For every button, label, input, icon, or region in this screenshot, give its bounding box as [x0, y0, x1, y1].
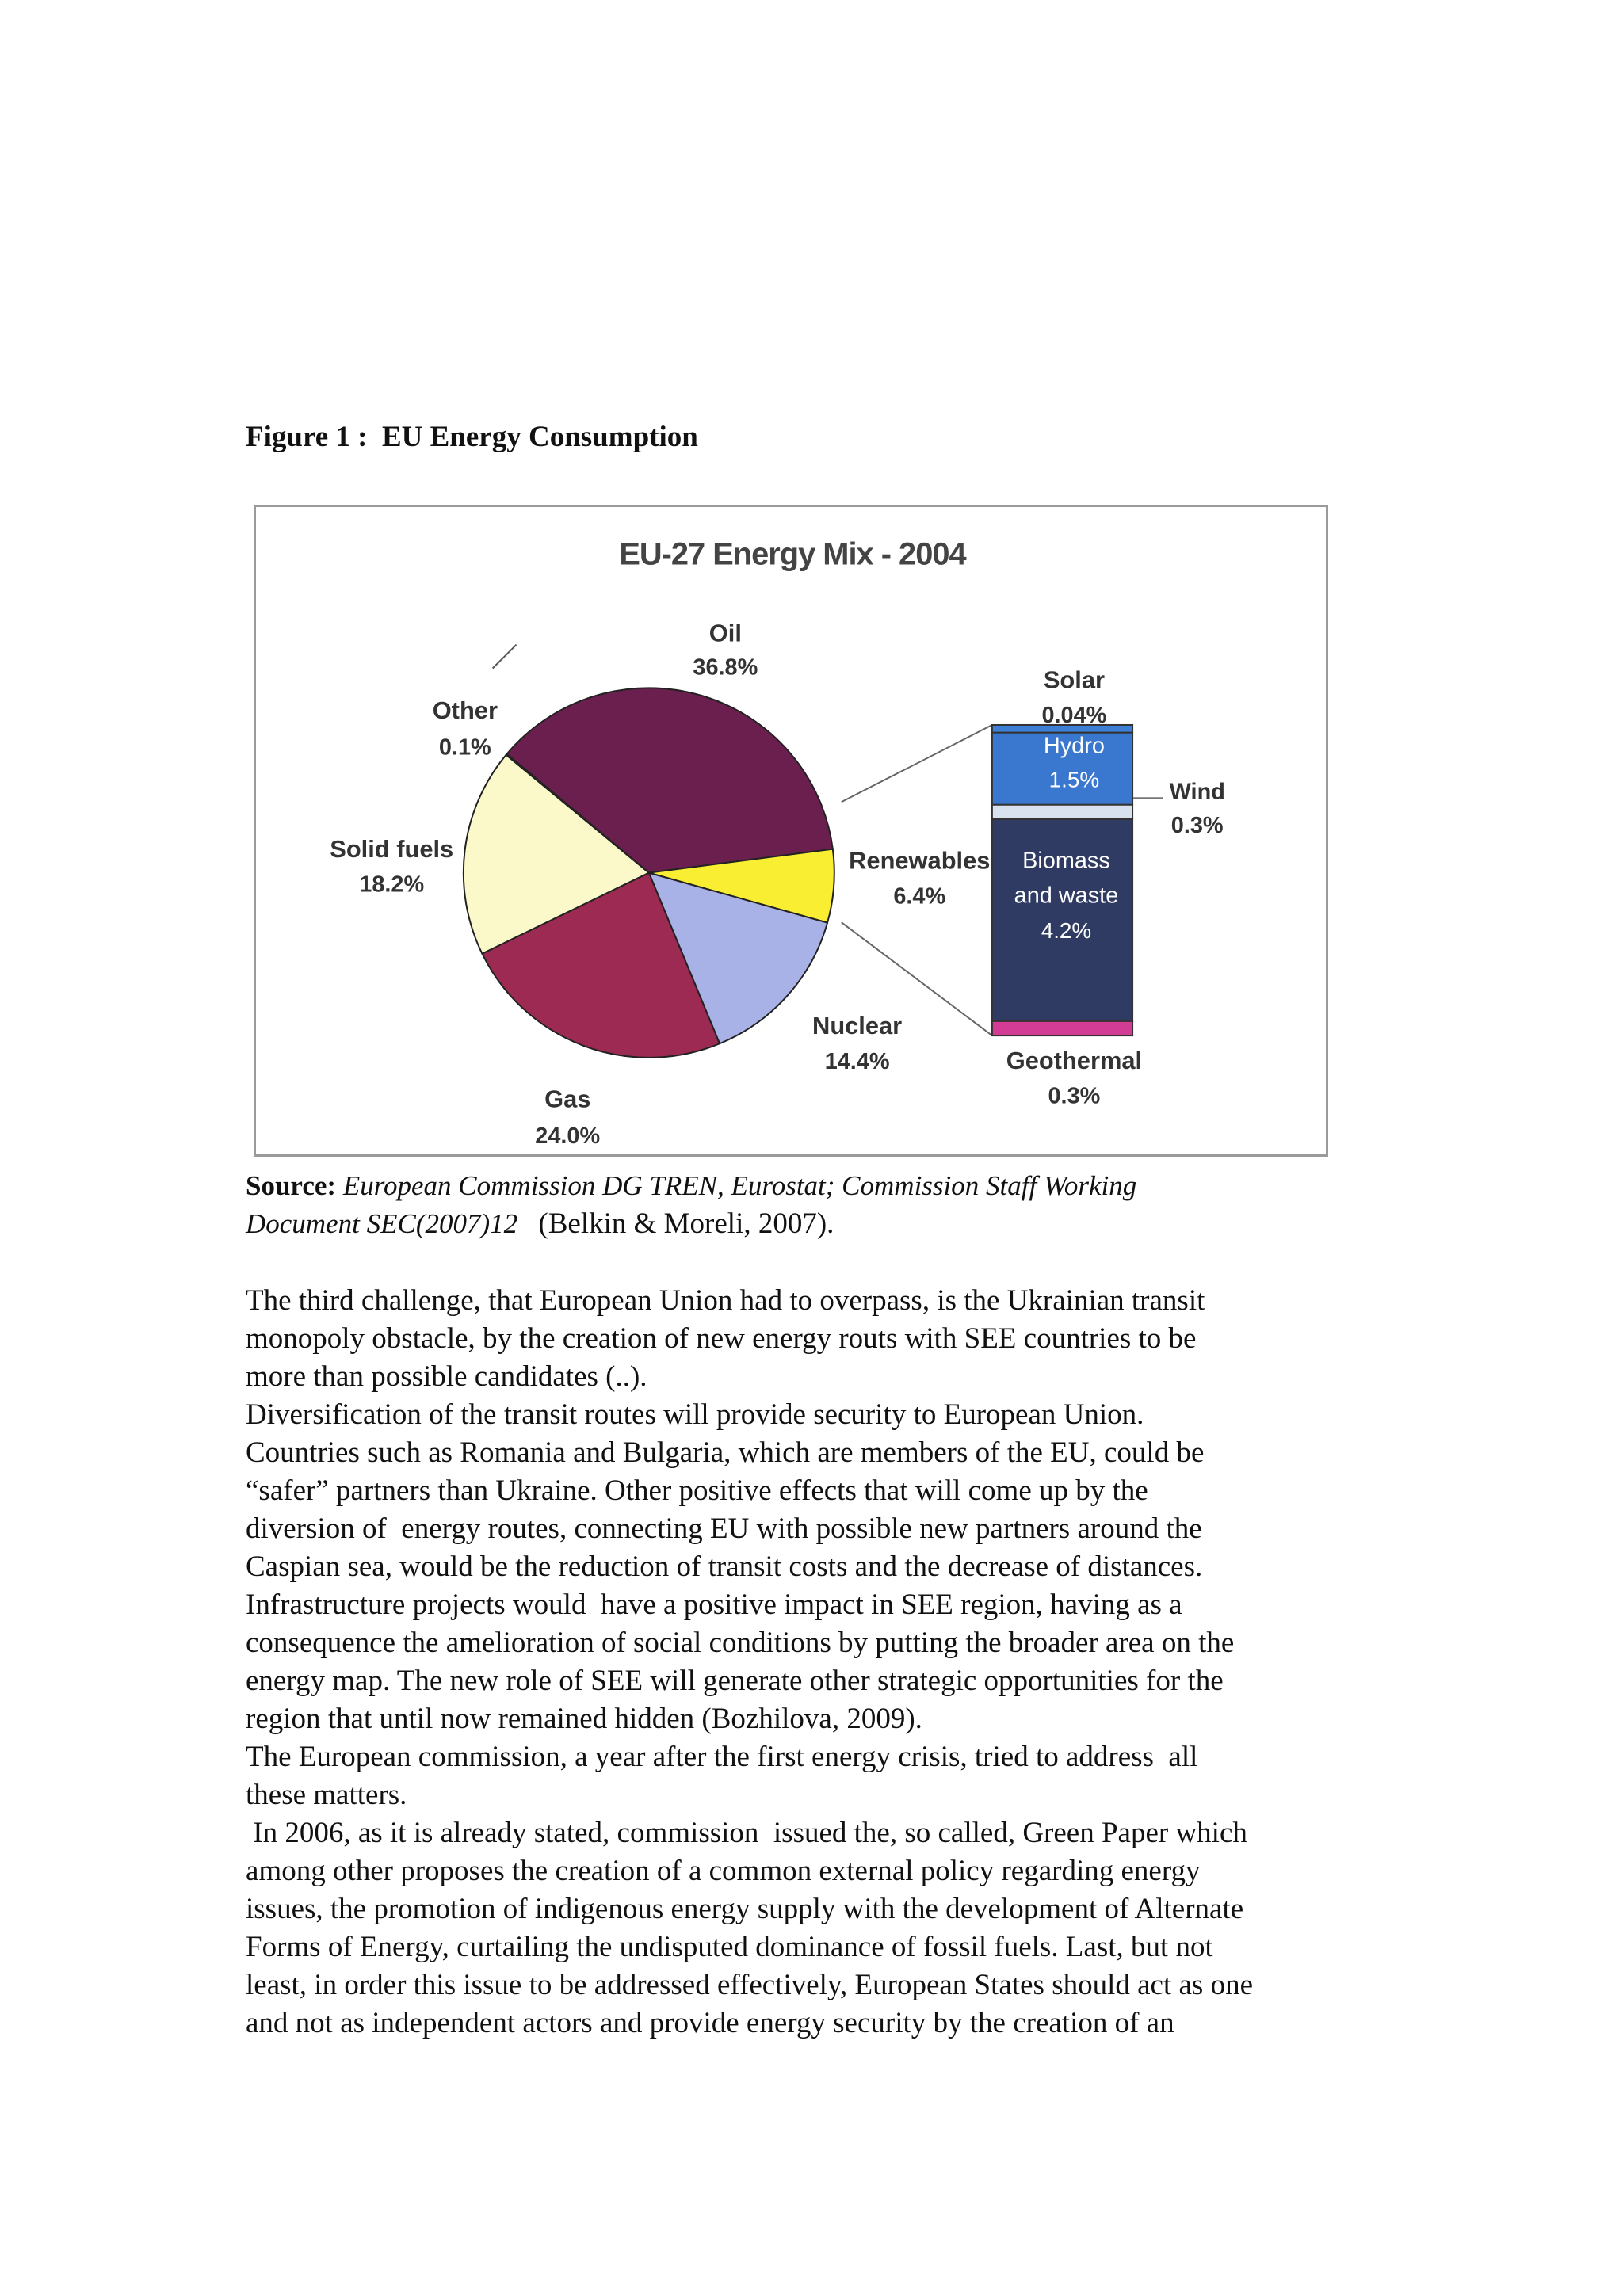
label-geo-value: 0.3%	[1048, 1083, 1101, 1109]
bar-segment-wind	[992, 805, 1132, 819]
source-label: Source:	[246, 1170, 337, 1201]
body-line: least, in order this issue to be addressed effectively, European States should act as one	[246, 1969, 1253, 2001]
body-line: Countries such as Romania and Bulgaria, which are members of the EU, could be	[246, 1436, 1205, 1469]
label-wind-value: 0.3%	[1170, 813, 1224, 838]
energy-mix-chart	[254, 505, 1328, 1157]
label-renew-value: 6.4%	[893, 883, 946, 910]
source-line1: European Commission DG TREN, Eurostat; Commission Staff Working	[342, 1170, 1137, 1201]
label-biomass-line1: Biomass	[1022, 848, 1110, 874]
label-solid-value: 18.2%	[359, 871, 425, 898]
label-gas-value: 24.0%	[535, 1123, 601, 1150]
body-line: Diversification of the transit routes will provide security to European Union.	[246, 1398, 1144, 1431]
label-hydro-name: Hydro	[1043, 733, 1105, 759]
chart-svg	[256, 507, 1326, 1154]
body-paragraphs	[246, 1282, 1395, 2042]
body-line: Forms of Energy, curtailing the undisputed dominance of fossil fuels. Last, but not	[246, 1931, 1213, 1963]
body-line: and not as independent actors and provide energy security by the creation of an	[246, 2007, 1174, 2039]
label-solid-name: Solid fuels	[330, 834, 454, 863]
body-line: among other proposes the creation of a common external policy regarding energy	[246, 1855, 1201, 1887]
chart-title: EU-27 Energy Mix - 2004	[619, 536, 966, 572]
label-nuclear-value: 14.4%	[824, 1048, 890, 1074]
label-solar-name: Solar	[1043, 666, 1105, 694]
label-nuclear-name: Nuclear	[812, 1012, 903, 1040]
body-line: more than possible candidates (..).	[246, 1360, 647, 1393]
body-line: these matters.	[246, 1779, 407, 1811]
body-line: In 2006, as it is already stated, commission issued the, so called, Green Paper which	[246, 1817, 1247, 1849]
label-other-value: 0.1%	[438, 734, 491, 761]
label-other-name: Other	[432, 696, 498, 725]
label-gas-name: Gas	[544, 1085, 591, 1113]
source-citation: (Belkin & Moreli, 2007).	[538, 1207, 834, 1240]
body-line: The European commission, a year after the first energy crisis, tried to address all	[246, 1741, 1198, 1773]
label-biomass-value: 4.2%	[1041, 918, 1092, 943]
source-line2: Document SEC(2007)12	[246, 1208, 518, 1239]
label-hydro-value: 1.5%	[1048, 767, 1100, 792]
pie-group	[464, 688, 834, 1058]
body-line: diversion of energy routes, connecting EU with possible new partners around the	[246, 1512, 1202, 1545]
body-line: consequence the amelioration of social conditions by putting the broader area on the	[246, 1627, 1235, 1659]
body-line: Infrastructure projects would have a positive impact in SEE region, having as a	[246, 1589, 1182, 1621]
label-wind-name: Wind	[1169, 779, 1225, 805]
label-geo-name: Geothermal	[1006, 1046, 1143, 1074]
label-oil-value: 36.8%	[693, 654, 758, 681]
label-renew-name: Renewables	[849, 846, 991, 875]
connector-top	[842, 725, 992, 802]
label-oil-name: Oil	[708, 619, 742, 647]
body-line: region that until now remained hidden (Bozhilova, 2009).	[246, 1703, 922, 1735]
body-line: issues, the promotion of indigenous energy supply with the development of Alternate	[246, 1893, 1244, 1925]
body-line: monopoly obstacle, by the creation of new energy routs with SEE countries to be	[246, 1322, 1197, 1355]
figure-label: Figure 1 :	[246, 421, 368, 453]
figure-caption: EU Energy Consumption	[381, 421, 698, 453]
label-biomass-line2: and waste	[1014, 883, 1119, 909]
body-line: The third challenge, that European Union had to overpass, is the Ukrainian transit	[246, 1284, 1205, 1317]
label-solar-value: 0.04%	[1041, 703, 1107, 728]
body-line: “safer” partners than Ukraine. Other positive effects that will come up by the	[246, 1474, 1148, 1507]
figure-title	[246, 420, 698, 454]
body-line: energy map. The new role of SEE will generate other strategic opportunities for the	[246, 1665, 1224, 1697]
body-line: Caspian sea, would be the reduction of transit costs and the decrease of distances.	[246, 1550, 1203, 1583]
figure-source	[246, 1167, 1395, 1243]
other-leader	[493, 645, 517, 669]
bar-segment-geothermal	[992, 1021, 1132, 1035]
